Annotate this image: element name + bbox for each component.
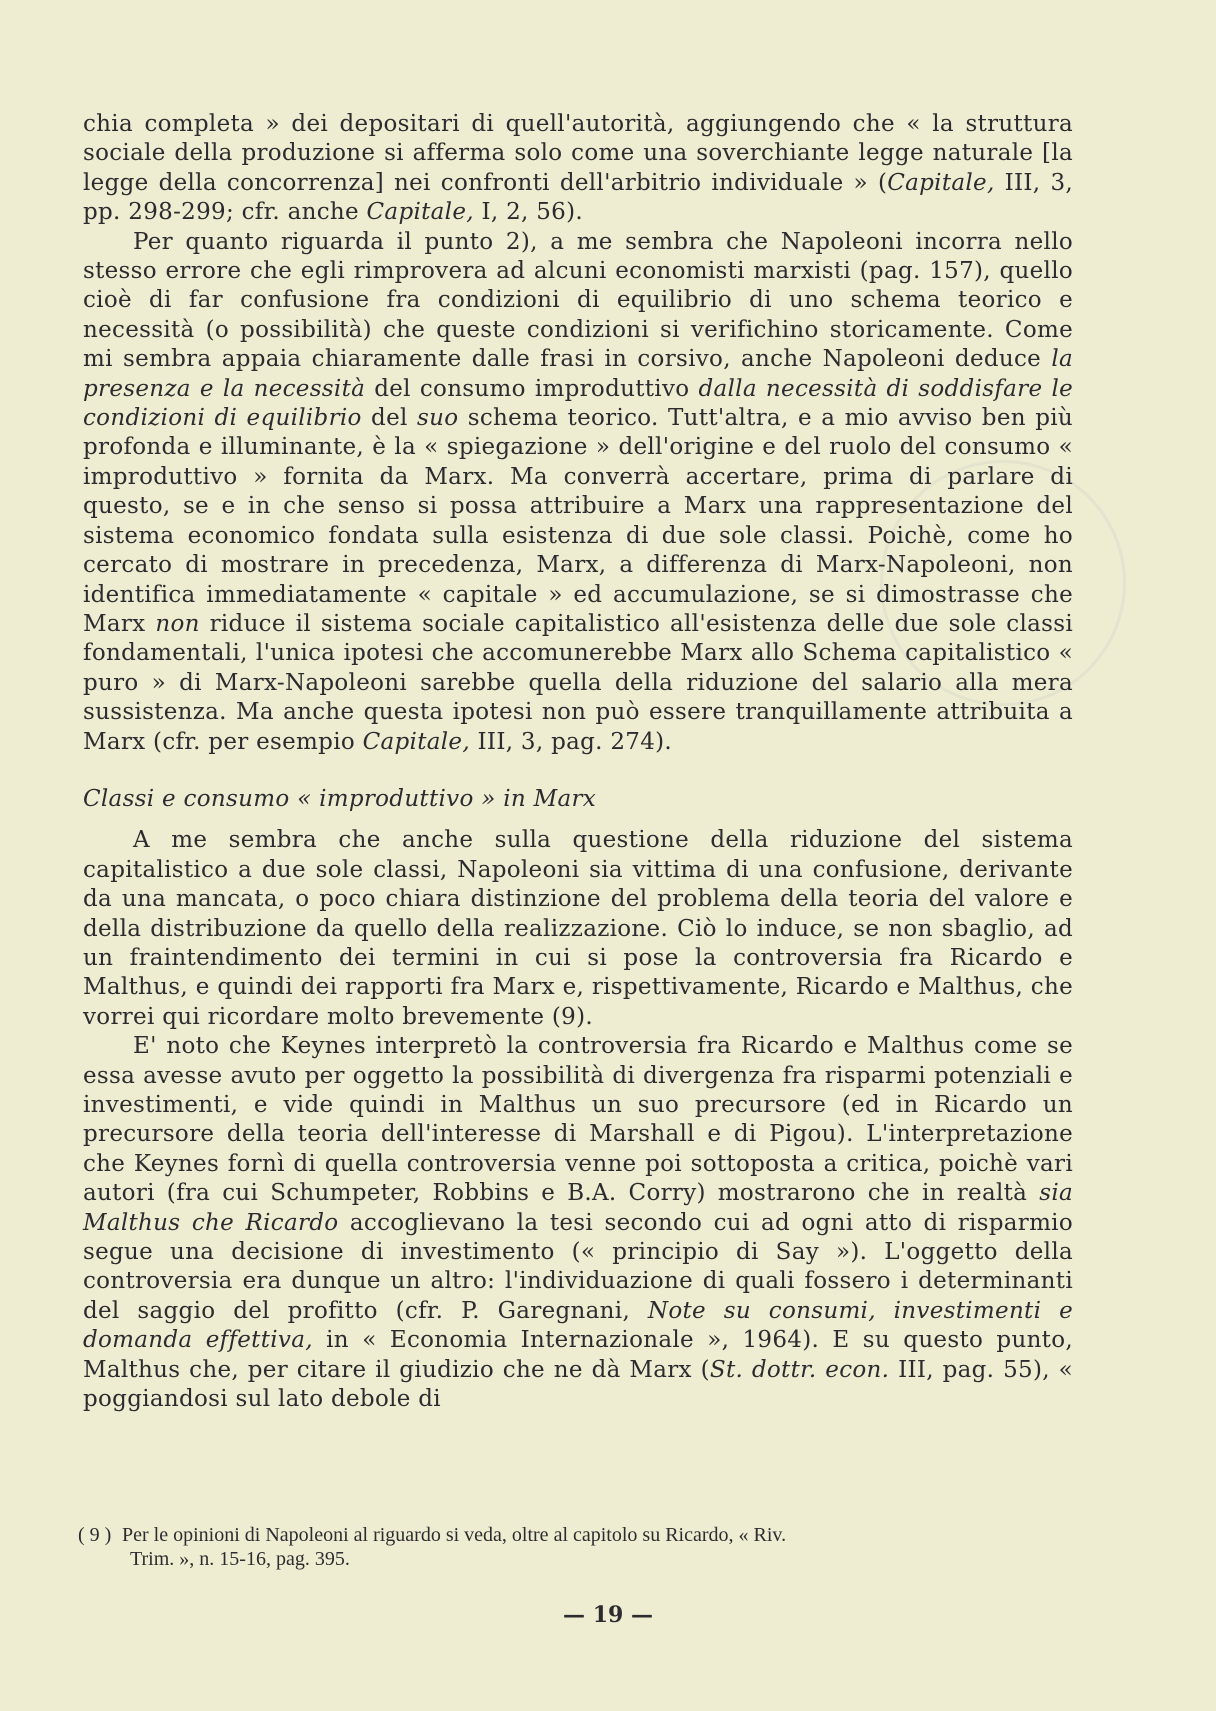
text-run: III, pag. 55), « poggiandosi sul lato debole di xyxy=(83,1356,1073,1413)
footnote-text: Per le opinioni di Napoleoni al riguardo si veda, oltre al capitolo su Ricardo, « Riv. xyxy=(122,1524,787,1546)
text-run: I, 2, 56). xyxy=(473,199,583,226)
paragraph-2 xyxy=(83,228,1073,757)
section-heading: Classi e consumo « improduttivo » in Marx xyxy=(83,785,597,812)
text-run: accoglievano la tesi secondo cui ad ogni atto di risparmio segue una decisione di investimento (« principio di Say »). L'oggetto della controversia era dunque un altro: l'individuazione di quali fossero i determinanti del saggio del profitto (cfr. P. Garegnani, xyxy=(83,1209,1073,1324)
italic-run: non xyxy=(155,610,200,637)
text-run: chia completa » dei depositari di quell'autorità, aggiungendo che « la struttura sociale della produzione si afferma solo come una soverchiante legge naturale [la legge della concorrenza] nei confronti dell'arbitrio individuale » ( xyxy=(83,111,1073,196)
footnote-line-2: Trim. », n. 15-16, pag. 395. xyxy=(130,1548,350,1570)
text-run: III, 3, pag. 274). xyxy=(469,728,673,755)
text-run: riduce il sistema sociale capitalistico all'esistenza delle due sole classi fondamentali, l'unica ipotesi che accomunerebbe Marx allo Schema capitalistico « puro » di Marx-Napoleoni sarebbe quella della riduzione del salario alla mera sussistenza. Ma anche questa ipotesi non può essere tranquillamente attribuita a Marx (cfr. per esempio xyxy=(83,610,1074,755)
text-run: in « Economia Internazionale », 1964). E su questo punto, Malthus che, per citare il giudizio che ne dà Marx ( xyxy=(83,1327,1073,1383)
italic-run: la presenza e la necessità xyxy=(83,346,1073,402)
body-text xyxy=(83,110,1073,1414)
paragraph-3: A me sembra che anche sulla questione della riduzione del sistema capitalistico a due sole classi, Napoleoni sia vittima di una confusione, derivante da una mancata, o poco chiara distinzione del problema della teoria del valore e della distribuzione da quello della realizzazione. Ciò lo induce, se non sbaglio, ad un fraintendimento dei termini in cui si pose la controversia fra Ricardo e Malthus, e quindi dei rapporti fra Marx e, rispettivamente, Ricardo e Malthus, che vorrei qui ricordare molto brevemente (9). xyxy=(83,827,1073,1030)
paragraph-1 xyxy=(83,110,1073,228)
text-run: del xyxy=(361,405,418,432)
italic-run: Capitale, xyxy=(362,728,470,755)
italic-run: sia Malthus che Ricardo xyxy=(83,1180,1073,1236)
italic-run: Note su consumi, investimenti e domanda effettiva, xyxy=(83,1297,1073,1354)
italic-run: St. dottr. econ. xyxy=(709,1356,890,1383)
text-run: Per quanto riguarda il punto 2), a me sembra che Napoleoni incorra nello stesso errore che egli rimprovera ad alcuni economisti marxisti (pag. 157), quello cioè di far confusione fra condizioni di equilibrio di uno schema teorico e necessità (o possibilità) che queste condizioni si verifichino storicamente. Come mi sembra appaia chiaramente dalle frasi in corsivo, anche Napoleoni deduce xyxy=(83,228,1073,373)
text-run: III, 3, pp. 298-299; cfr. anche xyxy=(83,169,1073,226)
footnote-number: ( 9 ) xyxy=(78,1524,112,1546)
text-run: E' noto che Keynes interpretò la controversia fra Ricardo e Malthus come se essa avesse avuto per oggetto la possibilità di divergenza fra risparmi potenziali e investimenti, e vide quindi in Malthus un suo precursore (ed in Ricardo un precursore della teoria dell'interesse di Marshall e di Pigou). L'interpretazione che Keynes fornì di quella controversia venne poi sottoposta a critica, poichè vari autori (fra cui Schumpeter, Robbins e B.A. Corry) mostrarono che in realtà xyxy=(83,1033,1073,1207)
footnote-line-1 xyxy=(78,1523,1074,1547)
text-run: schema teorico. Tutt'altra, e a mio avviso ben più profonda e illuminante, è la « spiegazione » dell'origine e del ruolo del consumo « improduttivo » fornita da Marx. Ma converrà accertare, prima di parlare di questo, se e in che senso si possa attribuire a Marx una rappresentazione del sistema economico fondata sulla esistenza di due sole classi. Poichè, come ho cercato di mostrare in precedenza, Marx, a differenza di Marx-Napoleoni, non identifica immediatamente « capitale » ed accumulazione, se si dimostrasse che Marx xyxy=(83,405,1074,637)
footnote xyxy=(78,1523,1074,1571)
page-number: — 19 — xyxy=(563,1602,653,1628)
paragraph-4 xyxy=(83,1032,1073,1414)
italic-run: Capitale, xyxy=(366,199,474,226)
text-run: del consumo improduttivo xyxy=(365,375,699,402)
italic-run: suo xyxy=(417,405,459,432)
italic-run: Capitale, xyxy=(887,169,995,196)
italic-run: dalla necessità di soddisfare le condizioni di equilibrio xyxy=(83,375,1074,432)
